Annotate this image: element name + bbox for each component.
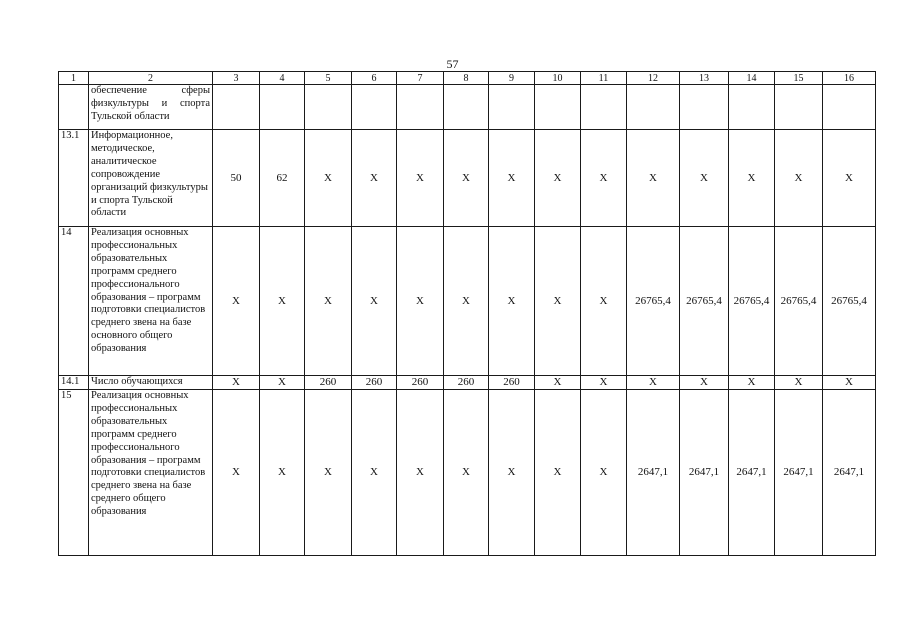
table-cell: Х <box>680 376 729 390</box>
table-cell: Х <box>581 227 627 376</box>
table-cell <box>535 85 581 130</box>
row-description: Реализация основных профессиональных образовательных программ среднего профессионального образования – программ подготовки специалистов среднего звена на базе среднего общего образования <box>89 390 213 556</box>
table-cell: Х <box>535 390 581 556</box>
row-number: 14.1 <box>59 376 89 390</box>
table-cell: 260 <box>444 376 489 390</box>
table-cell <box>581 85 627 130</box>
table-row <box>59 390 876 556</box>
row-description: Число обучающихся <box>89 376 213 390</box>
table-cell: 26765,4 <box>775 227 823 376</box>
row-number <box>59 85 89 130</box>
table-cell <box>260 85 305 130</box>
row-description: Информационное, методическое, аналитическое сопровождение организаций физкультуры и спорта Тульской области <box>89 130 213 227</box>
table-cell: 260 <box>352 376 397 390</box>
table-cell: Х <box>581 376 627 390</box>
table-cell: Х <box>260 376 305 390</box>
table-cell: Х <box>729 130 775 227</box>
table-cell <box>775 85 823 130</box>
row-description: Реализация основных профессиональных образовательных программ среднего профессионального образования – программ подготовки специалистов среднего звена на базе основного общего образования <box>89 227 213 376</box>
table-cell: Х <box>305 130 352 227</box>
table-cell: 260 <box>305 376 352 390</box>
row-number: 15 <box>59 390 89 556</box>
table-cell: Х <box>213 390 260 556</box>
table-header-row <box>59 72 876 85</box>
table-cell: 260 <box>397 376 444 390</box>
column-header: 5 <box>305 72 352 85</box>
table-cell: 26765,4 <box>729 227 775 376</box>
table-cell: Х <box>627 376 680 390</box>
table-cell <box>489 85 535 130</box>
row-number: 13.1 <box>59 130 89 227</box>
table-cell: Х <box>627 130 680 227</box>
column-header: 2 <box>89 72 213 85</box>
table-cell: 26765,4 <box>627 227 680 376</box>
table-cell: 62 <box>260 130 305 227</box>
column-header: 15 <box>775 72 823 85</box>
row-number: 14 <box>59 227 89 376</box>
table-cell: Х <box>352 227 397 376</box>
table-cell: Х <box>305 227 352 376</box>
table-cell: Х <box>260 390 305 556</box>
column-header: 12 <box>627 72 680 85</box>
table-row <box>59 85 876 130</box>
table-cell: Х <box>535 376 581 390</box>
table-cell: Х <box>352 390 397 556</box>
table-cell: Х <box>352 130 397 227</box>
table-cell <box>305 85 352 130</box>
table-cell: 2647,1 <box>729 390 775 556</box>
table-cell: Х <box>775 376 823 390</box>
column-header: 4 <box>260 72 305 85</box>
table-cell: Х <box>535 227 581 376</box>
column-header: 11 <box>581 72 627 85</box>
table-cell: Х <box>213 376 260 390</box>
table-cell: 260 <box>489 376 535 390</box>
table-cell: Х <box>823 130 876 227</box>
table-cell: Х <box>489 130 535 227</box>
table-row <box>59 130 876 227</box>
table-cell: Х <box>680 130 729 227</box>
table-cell <box>213 85 260 130</box>
table-cell <box>352 85 397 130</box>
table-cell: 2647,1 <box>680 390 729 556</box>
table-cell: Х <box>823 376 876 390</box>
column-header: 1 <box>59 72 89 85</box>
column-header: 16 <box>823 72 876 85</box>
table-cell: 50 <box>213 130 260 227</box>
table-cell: Х <box>729 376 775 390</box>
column-header: 10 <box>535 72 581 85</box>
table-cell: Х <box>489 390 535 556</box>
table-row <box>59 376 876 390</box>
table-cell: Х <box>489 227 535 376</box>
table-cell: Х <box>260 227 305 376</box>
table-cell <box>823 85 876 130</box>
column-header: 9 <box>489 72 535 85</box>
table-cell: Х <box>581 130 627 227</box>
table-cell: 2647,1 <box>823 390 876 556</box>
column-header: 7 <box>397 72 444 85</box>
table-cell: Х <box>581 390 627 556</box>
table-cell <box>680 85 729 130</box>
column-header: 6 <box>352 72 397 85</box>
table-cell <box>729 85 775 130</box>
table-cell <box>397 85 444 130</box>
table-cell: 26765,4 <box>823 227 876 376</box>
table-cell: Х <box>305 390 352 556</box>
column-header: 14 <box>729 72 775 85</box>
table-cell: Х <box>535 130 581 227</box>
table-cell: 2647,1 <box>627 390 680 556</box>
column-header: 8 <box>444 72 489 85</box>
row-description: обеспечение сферы физкультуры и спорта Тульской области <box>89 85 213 130</box>
table-cell: Х <box>397 130 444 227</box>
data-table <box>58 71 876 556</box>
table-cell: Х <box>397 390 444 556</box>
table-cell: 26765,4 <box>680 227 729 376</box>
column-header: 13 <box>680 72 729 85</box>
column-header: 3 <box>213 72 260 85</box>
table-cell: Х <box>444 227 489 376</box>
table-cell: Х <box>397 227 444 376</box>
table-cell: Х <box>775 130 823 227</box>
page-number: 57 <box>446 57 459 71</box>
table-row <box>59 227 876 376</box>
table-cell: Х <box>213 227 260 376</box>
table-cell: Х <box>444 390 489 556</box>
table-cell: 2647,1 <box>775 390 823 556</box>
table-cell: Х <box>444 130 489 227</box>
table-cell <box>627 85 680 130</box>
table-cell <box>444 85 489 130</box>
